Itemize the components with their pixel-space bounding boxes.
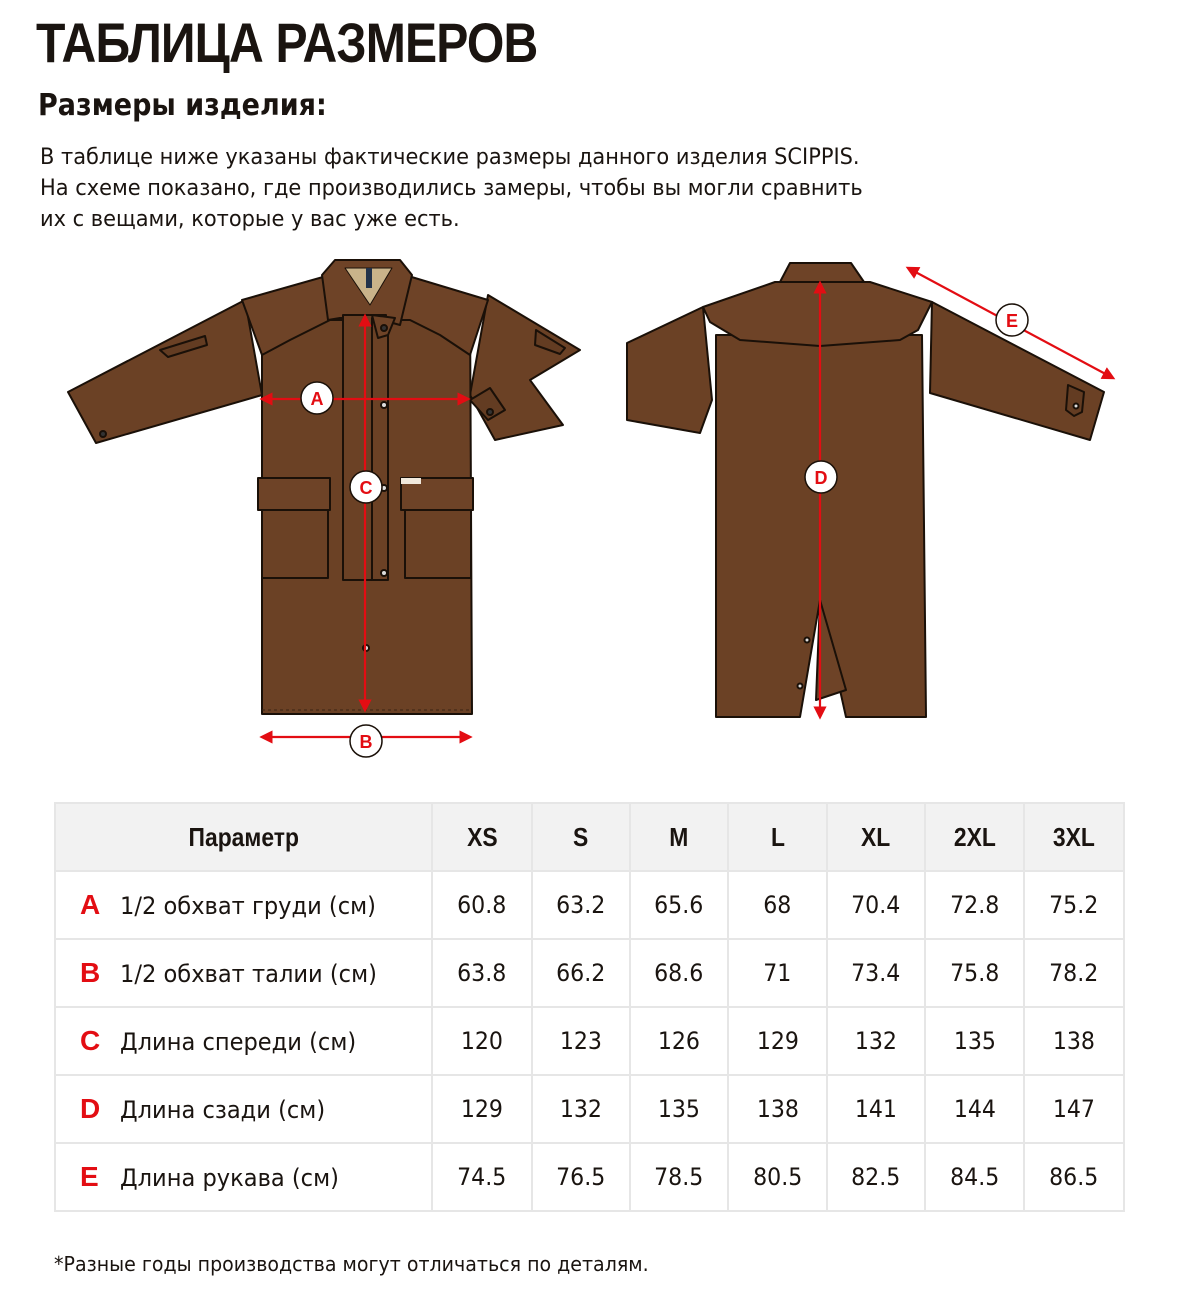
- value-cell: 123: [532, 1007, 630, 1075]
- column-header-xs: XS: [432, 803, 532, 871]
- value-cell: 63.8: [432, 939, 532, 1007]
- param-letter: B: [80, 957, 101, 988]
- svg-text:C: C: [359, 478, 373, 498]
- svg-text:D: D: [814, 468, 828, 488]
- value-cell: 141: [827, 1075, 925, 1143]
- value-cell: 120: [432, 1007, 532, 1075]
- value-cell: 132: [532, 1075, 630, 1143]
- value-cell: 129: [728, 1007, 827, 1075]
- measurement-diagram: [0, 240, 1196, 780]
- description-line: В таблице ниже указаны фактические размеры данного изделия SCIPPIS.: [40, 144, 860, 170]
- param-cell: [55, 871, 432, 939]
- value-cell: 78.5: [630, 1143, 728, 1211]
- value-cell: 80.5: [728, 1143, 827, 1211]
- param-cell: [55, 1007, 432, 1075]
- param-name: Длина спереди (см): [120, 1028, 357, 1056]
- svg-text:B: B: [359, 732, 373, 752]
- coat-back-illustration: [627, 263, 1104, 717]
- table-row: [55, 1143, 1124, 1211]
- value-cell: 82.5: [827, 1143, 925, 1211]
- value-cell: 126: [630, 1007, 728, 1075]
- column-header-parameter: Параметр: [55, 803, 432, 871]
- svg-text:A: A: [310, 389, 324, 409]
- marker-A: [301, 382, 333, 414]
- value-cell: 129: [432, 1075, 532, 1143]
- column-header-l: L: [728, 803, 827, 871]
- value-cell: 135: [630, 1075, 728, 1143]
- value-cell: 66.2: [532, 939, 630, 1007]
- value-cell: 135: [925, 1007, 1024, 1075]
- value-cell: 138: [728, 1075, 827, 1143]
- value-cell: 147: [1024, 1075, 1124, 1143]
- value-cell: 72.8: [925, 871, 1024, 939]
- value-cell: 68: [728, 871, 827, 939]
- param-name: 1/2 обхват талии (см): [120, 960, 377, 988]
- value-cell: 84.5: [925, 1143, 1024, 1211]
- column-header-3xl: 3XL: [1024, 803, 1124, 871]
- value-cell: 75.2: [1024, 871, 1124, 939]
- size-table: [54, 802, 1125, 1212]
- value-cell: 75.8: [925, 939, 1024, 1007]
- value-cell: 76.5: [532, 1143, 630, 1211]
- param-name: 1/2 обхват груди (см): [120, 892, 376, 920]
- marker-C: [350, 471, 382, 503]
- page-title: ТАБЛИЦА РАЗМЕРОВ: [36, 11, 538, 74]
- value-cell: 74.5: [432, 1143, 532, 1211]
- column-header-s: S: [532, 803, 630, 871]
- value-cell: 132: [827, 1007, 925, 1075]
- coat-front-illustration: [68, 260, 580, 714]
- value-cell: 65.6: [630, 871, 728, 939]
- footnote: *Разные годы производства могут отличаться по деталям.: [54, 1252, 649, 1276]
- section-subtitle: Размеры изделия:: [38, 88, 327, 123]
- marker-B: [350, 725, 382, 757]
- value-cell: 138: [1024, 1007, 1124, 1075]
- param-cell: [55, 1075, 432, 1143]
- table-row: [55, 871, 1124, 939]
- description-line: их с вещами, которые у вас уже есть.: [40, 206, 460, 232]
- value-cell: 78.2: [1024, 939, 1124, 1007]
- description: [40, 142, 925, 235]
- table-row: [55, 939, 1124, 1007]
- param-letter: C: [80, 1025, 101, 1056]
- param-cell: [55, 939, 432, 1007]
- column-header-2xl: 2XL: [925, 803, 1024, 871]
- table-row: [55, 1007, 1124, 1075]
- column-header-m: M: [630, 803, 728, 871]
- column-header-xl: XL: [827, 803, 925, 871]
- description-line: На схеме показано, где производились замеры, чтобы вы могли сравнить: [40, 175, 863, 201]
- marker-D: [805, 461, 837, 493]
- param-letter: D: [80, 1093, 101, 1124]
- svg-text:E: E: [1005, 311, 1019, 331]
- param-name: Длина сзади (см): [120, 1096, 326, 1124]
- value-cell: 63.2: [532, 871, 630, 939]
- value-cell: 73.4: [827, 939, 925, 1007]
- value-cell: 70.4: [827, 871, 925, 939]
- table-header-row: [55, 803, 1124, 871]
- param-letter: A: [80, 889, 101, 920]
- marker-E: [996, 304, 1028, 336]
- table-row: [55, 1075, 1124, 1143]
- value-cell: 86.5: [1024, 1143, 1124, 1211]
- value-cell: 144: [925, 1075, 1024, 1143]
- param-letter: E: [80, 1161, 99, 1192]
- value-cell: 60.8: [432, 871, 532, 939]
- value-cell: 71: [728, 939, 827, 1007]
- value-cell: 68.6: [630, 939, 728, 1007]
- param-name: Длина рукава (см): [120, 1164, 339, 1192]
- param-cell: [55, 1143, 432, 1211]
